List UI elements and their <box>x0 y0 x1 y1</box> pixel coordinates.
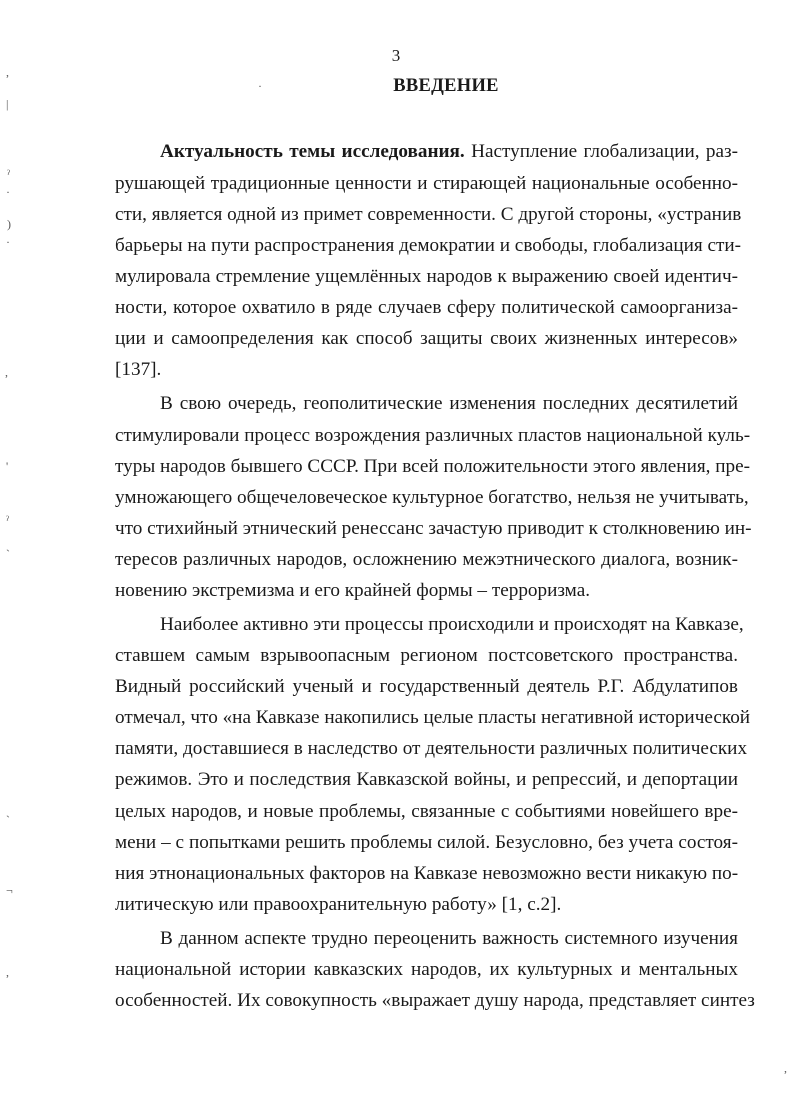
text-line: [137]. <box>115 359 162 380</box>
text-line: Видный российский ученый и государственный деятель Р.Г. Абдулатипов <box>115 676 738 697</box>
text-line: ности, которое охватило в ряде случаев сферу политической самоорганиза- <box>115 297 738 318</box>
scan-speck: , <box>6 965 9 979</box>
text-line: стимулировали процесс возрождения различных пластов национальной куль- <box>115 425 751 446</box>
scan-speck: ` <box>6 813 10 827</box>
text-line: тересов различных народов, осложнению межэтнического диалога, возник- <box>115 549 738 570</box>
scan-speck: ' <box>6 459 9 473</box>
text-line: ния этнонациональных факторов на Кавказе невозможно вести никакую по- <box>115 863 739 884</box>
text-line: барьеры на пути распространения демократии и свободы, глобализация сти- <box>115 235 742 256</box>
text-line: сти, является одной из примет современности. С другой стороны, «устранив <box>115 204 742 225</box>
scan-speck: ˀ <box>6 513 9 527</box>
text-line: отмечал, что «на Кавказе накопились целые пласты негативной исторической <box>115 707 751 728</box>
text-line: Актуальность темы исследования. Наступление глобализации, раз- <box>160 141 738 162</box>
text-line: национальной истории кавказских народов, их культурных и ментальных <box>115 959 738 980</box>
scan-speck: ` <box>6 547 10 561</box>
text-line: литическую или правоохранительную работу» [1, с.2]. <box>115 894 562 915</box>
page-title: ВВЕДЕНИЕ <box>393 76 499 96</box>
text-line: Наиболее активно эти процессы происходили и происходят на Кавказе, <box>160 614 744 635</box>
scan-speck: · <box>258 79 262 93</box>
scan-speck: · <box>6 185 10 199</box>
text-line: новению экстремизма и его крайней формы – терроризма. <box>115 580 591 601</box>
text-line: мулировала стремление ущемлённых народов к выражению своей идентич- <box>115 266 738 287</box>
scan-speck: ¬ <box>6 883 13 897</box>
text-line: умножающего общечеловеческое культурное богатство, нельзя не учитывать, <box>115 487 749 508</box>
text-line: ставшем самым взрывоопасным регионом постсоветского пространства. <box>115 645 738 666</box>
text-line: памяти, доставшиеся в наследство от деятельности различных политических <box>115 738 748 759</box>
scan-speck: ˀ <box>7 167 10 181</box>
scan-speck: | <box>6 97 9 111</box>
text-line: мени – с попытками решить проблемы силой. Безусловно, без учета состоя- <box>115 832 738 853</box>
scan-speck: · <box>6 235 10 249</box>
text-line: В данном аспекте трудно переоценить важность системного изучения <box>160 928 738 949</box>
scan-speck: ) <box>7 217 11 231</box>
lead-phrase: Актуальность темы исследования. <box>160 141 465 162</box>
text-line: ции и самоопределения как способ защиты своих жизненных интересов» <box>115 328 738 349</box>
text-line: В свою очередь, геополитические изменения последних десятилетий <box>160 393 738 414</box>
text-line: режимов. Это и последствия Кавказской войны, и репрессий, и депортации <box>115 769 738 790</box>
text-line: что стихийный этнический ренессанс зачастую приводит к столкновению ин- <box>115 518 752 539</box>
text-line: особенностей. Их совокупность «выражает душу народа, представляет синтез <box>115 990 755 1011</box>
text-line: туры народов бывшего СССР. При всей положительности этого явления, пре- <box>115 456 751 477</box>
text-line: целых народов, и новые проблемы, связанные с событиями новейшего вре- <box>115 801 738 822</box>
scan-speck: , <box>5 365 8 379</box>
scan-speck: , <box>6 65 9 79</box>
page-number: 3 <box>391 46 401 65</box>
scan-speck: , <box>784 1061 787 1075</box>
text-line: рушающей традиционные ценности и стирающей национальные особенно- <box>115 173 738 194</box>
